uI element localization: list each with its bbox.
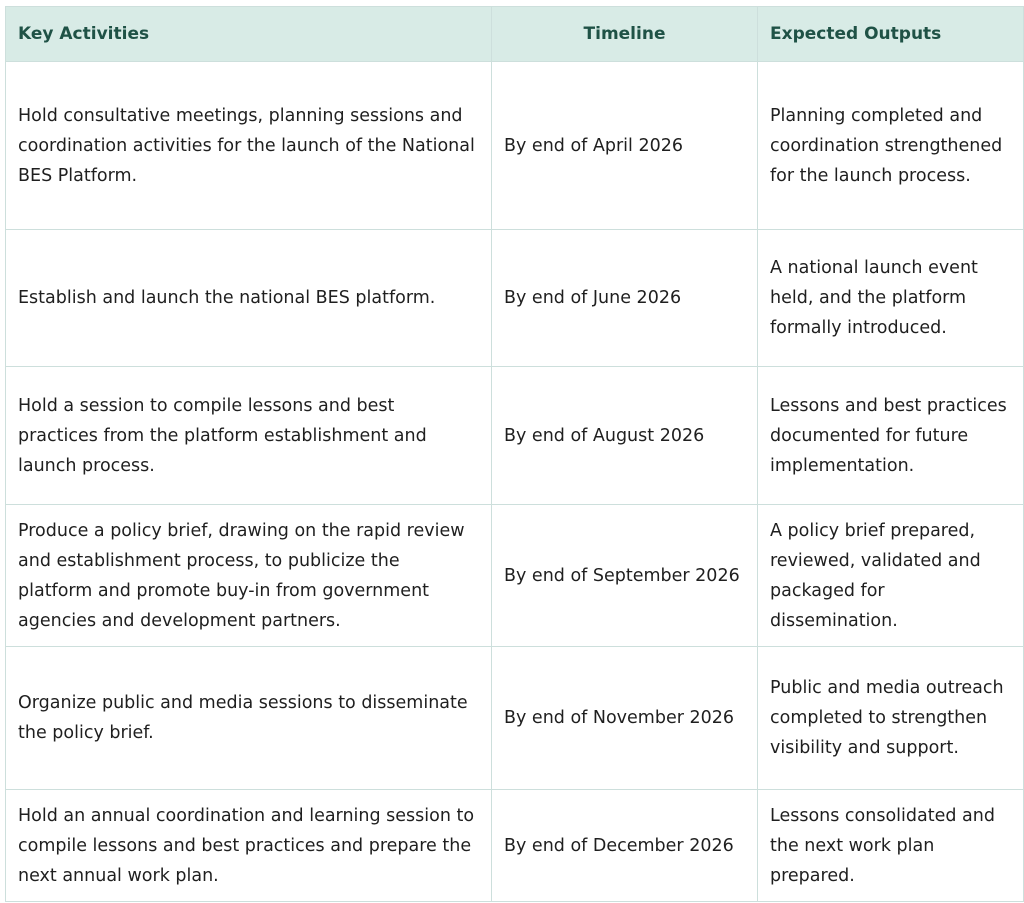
activity-cell: Establish and launch the national BES platform. — [6, 230, 492, 367]
table-row — [6, 62, 1024, 230]
timeline-cell: By end of August 2026 — [492, 367, 758, 505]
header-row — [6, 7, 1024, 62]
timeline-cell: By end of December 2026 — [492, 790, 758, 902]
table-body — [6, 62, 1024, 902]
output-cell: A policy brief prepared, reviewed, validated and packaged for dissemination. — [758, 505, 1024, 647]
activity-cell: Hold a session to compile lessons and best practices from the platform establishment and launch process. — [6, 367, 492, 505]
activity-cell: Hold an annual coordination and learning session to compile lessons and best practices and prepare the next annual work plan. — [6, 790, 492, 902]
activity-cell: Organize public and media sessions to disseminate the policy brief. — [6, 647, 492, 790]
output-cell: Lessons consolidated and the next work plan prepared. — [758, 790, 1024, 902]
header-timeline: Timeline — [492, 7, 758, 62]
header-expected-outputs: Expected Outputs — [758, 7, 1024, 62]
table-row — [6, 230, 1024, 367]
header-key-activities: Key Activities — [6, 7, 492, 62]
activity-cell: Produce a policy brief, drawing on the rapid review and establishment process, to publicize the platform and promote buy-in from government agencies and development partners. — [6, 505, 492, 647]
activity-cell: Hold consultative meetings, planning sessions and coordination activities for the launch of the National BES Platform. — [6, 62, 492, 230]
table-row — [6, 505, 1024, 647]
timeline-cell: By end of November 2026 — [492, 647, 758, 790]
output-cell: A national launch event held, and the platform formally introduced. — [758, 230, 1024, 367]
timeline-cell: By end of June 2026 — [492, 230, 758, 367]
work-plan-table — [5, 6, 1024, 902]
output-cell: Lessons and best practices documented for future implementation. — [758, 367, 1024, 505]
table-row — [6, 367, 1024, 505]
table-header — [6, 7, 1024, 62]
output-cell: Planning completed and coordination strengthened for the launch process. — [758, 62, 1024, 230]
timeline-cell: By end of September 2026 — [492, 505, 758, 647]
timeline-cell: By end of April 2026 — [492, 62, 758, 230]
table-row — [6, 647, 1024, 790]
table-row — [6, 790, 1024, 902]
output-cell: Public and media outreach completed to strengthen visibility and support. — [758, 647, 1024, 790]
